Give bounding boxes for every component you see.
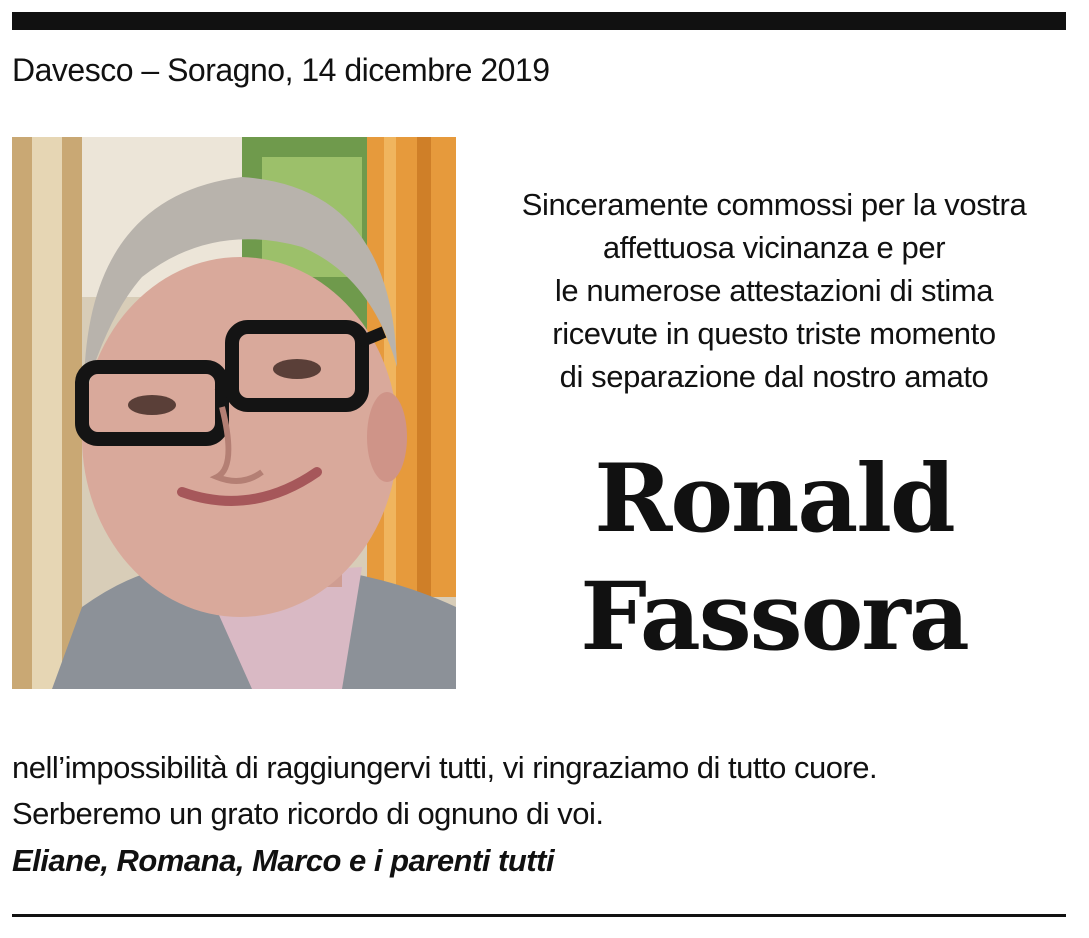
message-line: di separazione dal nostro amato xyxy=(559,359,989,394)
place-date: Davesco – Soragno, 14 dicembre 2019 xyxy=(12,52,550,88)
closing-line: nell’impossibilità di raggiungervi tutti, vi ringraziamo di tutto cuore. xyxy=(12,750,878,785)
bottom-rule xyxy=(12,914,1066,917)
closing-line: Serberemo un grato ricordo di ognuno di voi. xyxy=(12,796,604,831)
last-name: Fassora xyxy=(580,562,968,672)
message-line: ricevute in questo triste momento xyxy=(552,316,996,351)
first-name: Ronald xyxy=(594,444,954,554)
message-line: le numerose attestazioni di stima xyxy=(554,273,994,308)
message-line: Sinceramente commossi per la vostra xyxy=(521,187,1027,222)
message-line: affettuosa vicinanza e per xyxy=(602,230,946,265)
deceased-name xyxy=(478,440,1070,676)
thanks-message xyxy=(478,183,1070,398)
portrait-photo xyxy=(12,137,456,689)
signers: Eliane, Romana, Marco e i parenti tutti xyxy=(12,843,555,878)
top-rule xyxy=(12,12,1066,30)
closing-text xyxy=(12,745,1072,837)
